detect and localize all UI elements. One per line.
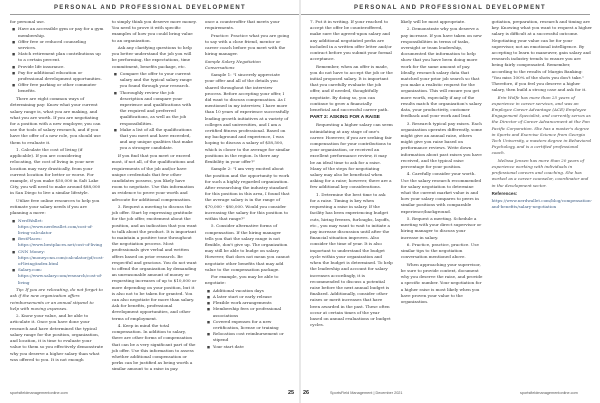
resource-link[interactable]: ■ NerdWallet: https://www.nerdwallet.com/cost-of-living-calculator [18,218,104,237]
list-item: ■ Offer free or reduced counseling services. [18,39,104,51]
list-item: ■ A later start or early release [213,294,290,300]
list-item: ■ Flexible work arrangements [213,300,290,306]
negotiable-list [205,288,290,350]
list-item: ■ Pay for additional education or professional development opportunities. [18,70,104,82]
list-item: ■ Membership fees or professional associations [213,306,290,318]
page-spine [299,0,301,403]
right-running-head: PERSONAL AND PROFESSIONAL DEVELOPMENT [353,5,546,11]
bullet-list [112,71,197,152]
paragraph: For example, you may be able to negotiate: [204,274,279,286]
paragraph: There are eight common ways of determining pay: Know what your current salary range is, what you are making, and what you are worth. If you are negotiating for a position with a new employer, you can use the tools of salary research, and if you have the offer of a new role, you should use them to evaluate it. [10,96,101,145]
column-4 [310,19,393,385]
list-item: ■ Make a list of all the qualifications that you meet and have exceeded, and any unique qualities that make you a stronger candidate. [120,127,197,152]
list-item: ■ Covered expenses for a new certification, license or training [213,319,290,331]
list-item: ■ Have an accessible gym or pay for a gym membership. [18,26,104,38]
paragraph: Requesting a higher salary can seem intimidating at any stage of one's career. However, if you are seeking fair compensation for your contributions to your organization, or received an excellent performance review, it may be an ideal time to ask for a raise. Many of the steps for negotiating salary may also be beneficial when asking for a raise; however, there are a few additional key considerations. [310,122,393,190]
column-6 [492,19,592,385]
list-item: ■ Offer free parking or other commuter benefits. [18,82,104,94]
step-paragraph: 5. Consider alternative forms of compensation. If the hiring manager tells you that the salary range is not flexible, don't give up. The organization may still be able to budge on salary. However, that does not mean you cannot negotiate other benefits that may add value to the compensation package. [204,223,290,272]
footer-url-right[interactable]: sportsfieldmanagementonline.com [520,391,578,395]
step-paragraph: 4. Keep in mind the total compensation. In addition to salary, there are other forms of compensation that can be a very significant part of the job offer. Use this information to assess whether additional compensation or perks can be justified as being worth a similar amount to a raise in pay. [111,323,196,372]
paragraph: If you find that you meet or exceed most, if not all, of the qualifications and requirements of the job and/or have unique credentials that few other candidates possess, you likely have room to negotiate. Use this information as evidence to prove your worth and advocate for additional compensation. [111,153,195,202]
author-bio: Erin Wolfe has more than 25 years of experience in career services, and was an Employee Career Advantage (ACE) Employee Engagement Specialist, and currently serves as the Director of Career Advancement at the Pan Pacific Corporation. She has a master's degree in Sports and Exercise Science from Georgia Tech University, a masters degree in Behavioral Psychology, and is a certified professional coach. [491,94,592,156]
column-5 [401,19,484,385]
sample-paragraph: Sample 1: "I sincerely appreciate your offer and all of the details you shared throughout the interview process. Before accepting your offer, I did want to discuss compensation. As I mentioned in my interview, I have more than 10 years of experience successfully leading growth initiatives at a variety of colleges and universities, and I am a certified fitness professional. Based on my background and experience, I was hoping to discuss a salary of $58,500, which is closer to the average for similar positions in the region. Is there any flexibility in your offer?" [204,72,290,165]
list-item: ■ Match retirement plan contributions up to a certain percent. [18,51,104,63]
column-3 [205,19,290,385]
references-heading: References: [491,190,518,196]
step-paragraph: 3. Request a meeting to discuss the job offer. Start by expressing gratitude for the job offer, excitement about the position, and an indication that you want to talk about the product. It is important to maintain a positive tone throughout the negotiation process. Most professionals give verbal and written offers based on prior research. Be respectful and gracious. You do not want to offend the organization by demanding an unreasonable amount of money or requesting increases of up to $10,000 or more depending on your position, but it is also not to be taken for granted. You can also negotiate for more than salary. Ask for benefits, professional development opportunities, and other terms of employment. [111,203,197,321]
footer-url-left[interactable]: sportsfieldmanagementonline.com [10,391,68,395]
left-page [10,19,290,385]
resource-link[interactable]: ■ Salary.com: https://www.salary.com/research/cost-of-living [18,267,104,286]
paragraph: to simply think you deserve more money. You need to prove it with specific examples of how you could bring value to an organization. [111,19,197,43]
step-paragraph: 5. Request a meeting. Schedule a meeting with your direct supervisor or hiring manager to discuss your increase in salary. [400,216,482,240]
resource-link[interactable]: ■ CNN Money: https://money.cnn.com/calculator/pf/cost-of-living/index.html [18,249,104,268]
list-item: ■ Compare the offer to your current salary and the typical salary range you found through your research. [120,71,197,90]
list-item: ■ Your start date [213,344,290,350]
column-1 [10,19,104,385]
step-paragraph: 2. Demonstrate why you deserve a pay increase. If you have taken on new responsibilities in terms of tasks, oversight or team leadership, documented the information to help show that you have been doing more work for the same amount of pay. Ideally, research salary data that matched your prior job search so that you make a realistic request for the organization. This will ensure you get more worth, especially if any of the results match the organization's salary data, your productivity, customer feedback and your work and lead. [400,26,482,119]
author-bio: Melissa Jensen has more than 20 years of experience working with individuals in professional careers and coaching. She has worked as a career counselor, coordinator and in the development sector. [491,157,589,188]
list-item: ■ Additional vacation days [213,288,290,294]
page-footer [0,391,600,401]
resource-list [10,218,104,286]
paragraph: Utilize free online resources to help you estimate your salary needs if you are planning a move: [10,197,100,216]
step-paragraph: 7. Put it in writing. If your reached to accept the offer be counteroffered, make sure the agreed-upon salary and any additional negotiated perks are included in a written offer letter and/or contract before you submit your formal acceptance. [310,19,392,62]
list-item: ■ Thoroughly review the job description and compare your experience and qualifications with the required and preferred qualifications, as well as the job responsibilities. [120,90,197,127]
benefits-list [10,26,104,94]
paragraph: Ask any clarifying questions to help you better understand the job you will be performing, the expectations, time commitment, benefits package, etc. [111,45,192,69]
step-paragraph: 1. Determine the best time to ask for a raise. Timing is key when requesting a raise in salary. If the facility has been experiencing budget cuts, hiring freezes, furloughs, layoffs, etc., you may want to wait to initiate a pay increase discussion until after the financial situation improves. Also consider the time of year. It is also important to understand the budget cycle within your organization and when the budget is determined. To help the leadership and account for salary increases accordingly, it is recommended to discuss a potential raise before the next annual budget is finalized. Additionally, consider other raises or merit increases that have been awarded in the past. These often occur at certain times of the year based on annual evaluations or budget cycles. [310,191,393,328]
reference-link[interactable]: https://www.nerdwallet.com/blog/compensation-and-benefits/salary-negotiation [491,198,592,210]
paragraph: once a counteroffer that meets your requirements. [204,19,280,31]
footer-publication: SportsField Management | December 2021 [330,391,403,395]
paragraph: gotiation, preparation, research and timing are key. Knowing what you want to request a higher salary is difficult at a successful outcome. Negotiating your value can be for your supervisor, not an emotional intelligence. By accepting to learn to maneuver, gain salary and research industry trends to ensure you are being fairly compensated. Remember, according to the results of Margin Banking: "You miss 100% of the shots you don't take." Therefore, if you feel you deserve a higher salary, then build a strong case and ask for it. [491,19,593,93]
paragraph: When approaching your supervisor, be sure to provide context, document why you deserve the raise, and provide a specific number. Your negotiation for a higher raise is most likely when you have proven your value to the organization. [400,261,483,305]
section-heading: PART 2: ASKING FOR A RAISE [310,115,381,121]
tip-paragraph: Tip: If you are relocating, do not forget to ask if the new organization offers reimbursements or an annual stipend to help with moving expenses. [10,287,103,311]
sample-paragraph: Sample 2: "I am very excited about the position and the opportunity to work for such a highly regarded organization. After researching the industry standard for this position in this area, I found that the average salary is in the range of $70,000 - $80,000. Would you consider increasing the salary for this position to within that range?" [204,166,290,222]
right-page [310,19,592,385]
left-running-head: PERSONAL AND PROFESSIONAL DEVELOPMENT [53,5,246,11]
paragraph: for personal use. [10,19,45,24]
step-paragraph: 3. Research typical pay raises. Each organization operates differently, some might give an annual raise, others might give you raise based on performance reviews. Write down information about past raises you have received, and the typical raise percentage for your position. [400,120,483,170]
step-paragraph: 4. Carefully consider your worth. Use the salary research recommended for salary negotiation to determine what the current market value is and how your salary compares to peers in similar positions with comparable experience/background. [400,171,482,214]
list-item: ■ Relocation cost reimbursement or stipend [213,331,290,343]
step-paragraph: 6. Practice, practice, practice. Use similar tips to the negotiation conversation mentioned above. [400,242,479,260]
paragraph: Remember, when an offer is made, you do not have to accept the job or the initial proposed salary. It is important that you carefully evaluate the job offer, and if needed, thoughtfully negotiate. By doing so, you can continue to grow a financially beneficial and successful career path. [310,63,393,113]
column-2 [112,19,197,385]
resource-link[interactable]: ■ BestPlaces: https://www.bestplaces.net/cost-of-living [18,236,104,248]
example-label: Sample Salary Negotiation Conversations [204,58,261,70]
step-paragraph: 2. Know your value, and be able to articulate it. Once you have done your research and have determined the typical salary range for the position, organization, and location, it is time to evaluate your value to them so you effectively demonstrate why you deserve a higher salary than what was offered to you. It is not enough [10,313,104,362]
list-item: ■ Provide life insurance. [18,64,104,70]
page-number-left: 25 [288,390,295,396]
paragraph: Practice: Practice what you are going to say with a close friend, mentor or career coach before you meet with the hiring manager. [204,32,290,57]
paragraph: likely will be most appropriate. [400,19,466,24]
step-paragraph: 1. Calculate the cost of living (if applicable). If you are considering relocating, the cost of living in your new location may vary drastically, from your current location for better or worse. For example, if you make $50,000 in Salt Lake City, you will need to make around $88,000 in San Diego to live a similar lifestyle. [10,146,101,196]
page-number-right: 26 [303,390,310,396]
